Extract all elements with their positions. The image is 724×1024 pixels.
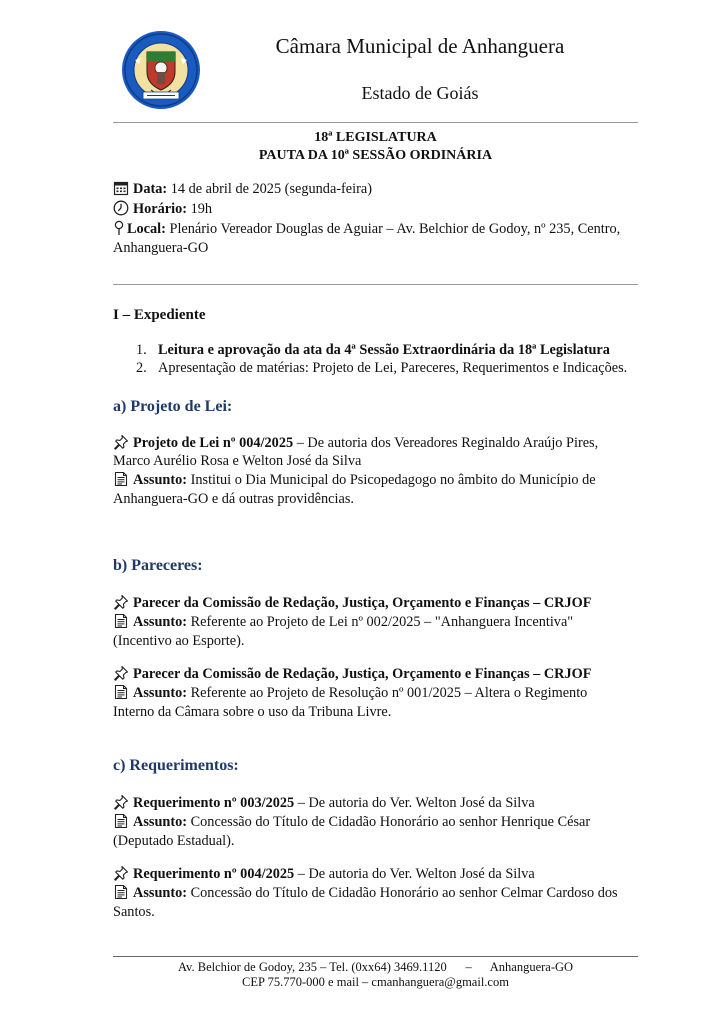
place-value: Plenário Vereador Douglas de Aguiar – Av. Belchior de Godoy, nº 235, Centro, bbox=[165, 221, 621, 237]
place-line bbox=[113, 220, 641, 239]
footer-contact: CEP 75.770-000 e mail – cmanhanguera@gmail.com bbox=[242, 975, 509, 989]
document-icon bbox=[113, 684, 129, 700]
projeto-subject-line-2: Anhanguera-GO e dá outras providências. bbox=[113, 491, 354, 507]
requerimentos-heading: c) Requerimentos: bbox=[113, 757, 239, 774]
location-pin-icon bbox=[113, 220, 125, 236]
pushpin-icon bbox=[113, 865, 129, 881]
municipal-seal-icon bbox=[121, 30, 201, 110]
parecer-subject-line: Assunto: Referente ao Projeto de Lei nº 002/2025 – "Anhanguera Incentiva" bbox=[113, 613, 641, 632]
projeto-subject-line: Assunto: Institui o Dia Municipal do Psicopedagogo no âmbito do Município de bbox=[113, 471, 641, 490]
legislature-title: 18ª LEGISLATURA bbox=[314, 130, 437, 145]
requerimento-title-line: Requerimento nº 003/2025 – De autoria do Ver. Welton José da Silva bbox=[113, 794, 641, 813]
place-line-2: Anhanguera-GO bbox=[113, 240, 209, 256]
state-name: Estado de Goiás bbox=[361, 83, 479, 103]
time-line bbox=[113, 200, 641, 219]
requerimento-subject-line-2: (Deputado Estadual). bbox=[113, 833, 235, 849]
pushpin-icon bbox=[113, 794, 129, 810]
session-title: PAUTA DA 10ª SESSÃO ORDINÁRIA bbox=[258, 148, 493, 163]
requerimento-title-line: Requerimento nº 004/2025 – De autoria do Ver. Welton José da Silva bbox=[113, 865, 641, 884]
header-divider bbox=[113, 122, 638, 123]
parecer-subject-line-2: (Incentivo ao Esporte). bbox=[113, 633, 245, 649]
requerimento-subject-line: Assunto: Concessão do Título de Cidadão Honorário ao senhor Celmar Cardoso dos bbox=[113, 884, 641, 903]
time-value: 19h bbox=[187, 201, 213, 217]
projeto-title-line-2: Marco Aurélio Rosa e Welton José da Silva bbox=[113, 453, 362, 469]
pushpin-icon bbox=[113, 434, 129, 450]
document-icon bbox=[113, 813, 129, 829]
pushpin-icon bbox=[113, 665, 129, 681]
parecer-subject-line-2: Interno da Câmara sobre o uso da Tribuna Livre. bbox=[113, 704, 392, 720]
footer-address: Av. Belchior de Godoy, 235 – Tel. (0xx64) 3469.1120 – Anhanguera-GO bbox=[177, 960, 574, 974]
footer-divider bbox=[113, 956, 638, 957]
place-label: Local: bbox=[127, 221, 166, 237]
list-item: 2. Apresentação de matérias: Projeto de Lei, Pareceres, Requerimentos e Indicações. bbox=[136, 360, 628, 376]
expediente-heading: I – Expediente bbox=[113, 307, 206, 323]
parecer-title-line: Parecer da Comissão de Redação, Justiça, Orçamento e Finanças – CRJOF bbox=[113, 665, 641, 684]
pareceres-heading: b) Pareceres: bbox=[113, 557, 203, 574]
document-header bbox=[0, 0, 724, 124]
calendar-icon bbox=[113, 180, 129, 196]
document-icon bbox=[113, 613, 129, 629]
document-icon bbox=[113, 471, 129, 487]
list-item: 1. Leitura e aprovação da ata da 4ª Sessão Extraordinária da 18ª Legislatura bbox=[136, 342, 610, 358]
date-line bbox=[113, 180, 641, 199]
projeto-title-line: Projeto de Lei nº 004/2025 – De autoria dos Vereadores Reginaldo Araújo Pires, bbox=[113, 434, 641, 453]
pushpin-icon bbox=[113, 594, 129, 610]
date-value: 14 de abril de 2025 (segunda-feira) bbox=[167, 181, 372, 197]
document-icon bbox=[113, 884, 129, 900]
parecer-subject-line: Assunto: Referente ao Projeto de Resolução nº 001/2025 – Altera o Regimento bbox=[113, 684, 641, 703]
parecer-title-line: Parecer da Comissão de Redação, Justiça, Orçamento e Finanças – CRJOF bbox=[113, 594, 641, 613]
projeto-de-lei-heading: a) Projeto de Lei: bbox=[113, 398, 233, 415]
section-divider bbox=[113, 284, 638, 285]
requerimento-subject-line: Assunto: Concessão do Título de Cidadão Honorário ao senhor Henrique César bbox=[113, 813, 641, 832]
time-label: Horário: bbox=[133, 201, 187, 217]
clock-icon bbox=[113, 200, 129, 216]
date-label: Data: bbox=[133, 181, 168, 197]
requerimento-subject-line-2: Santos. bbox=[113, 904, 155, 920]
institution-name: Câmara Municipal de Anhanguera bbox=[275, 34, 565, 58]
